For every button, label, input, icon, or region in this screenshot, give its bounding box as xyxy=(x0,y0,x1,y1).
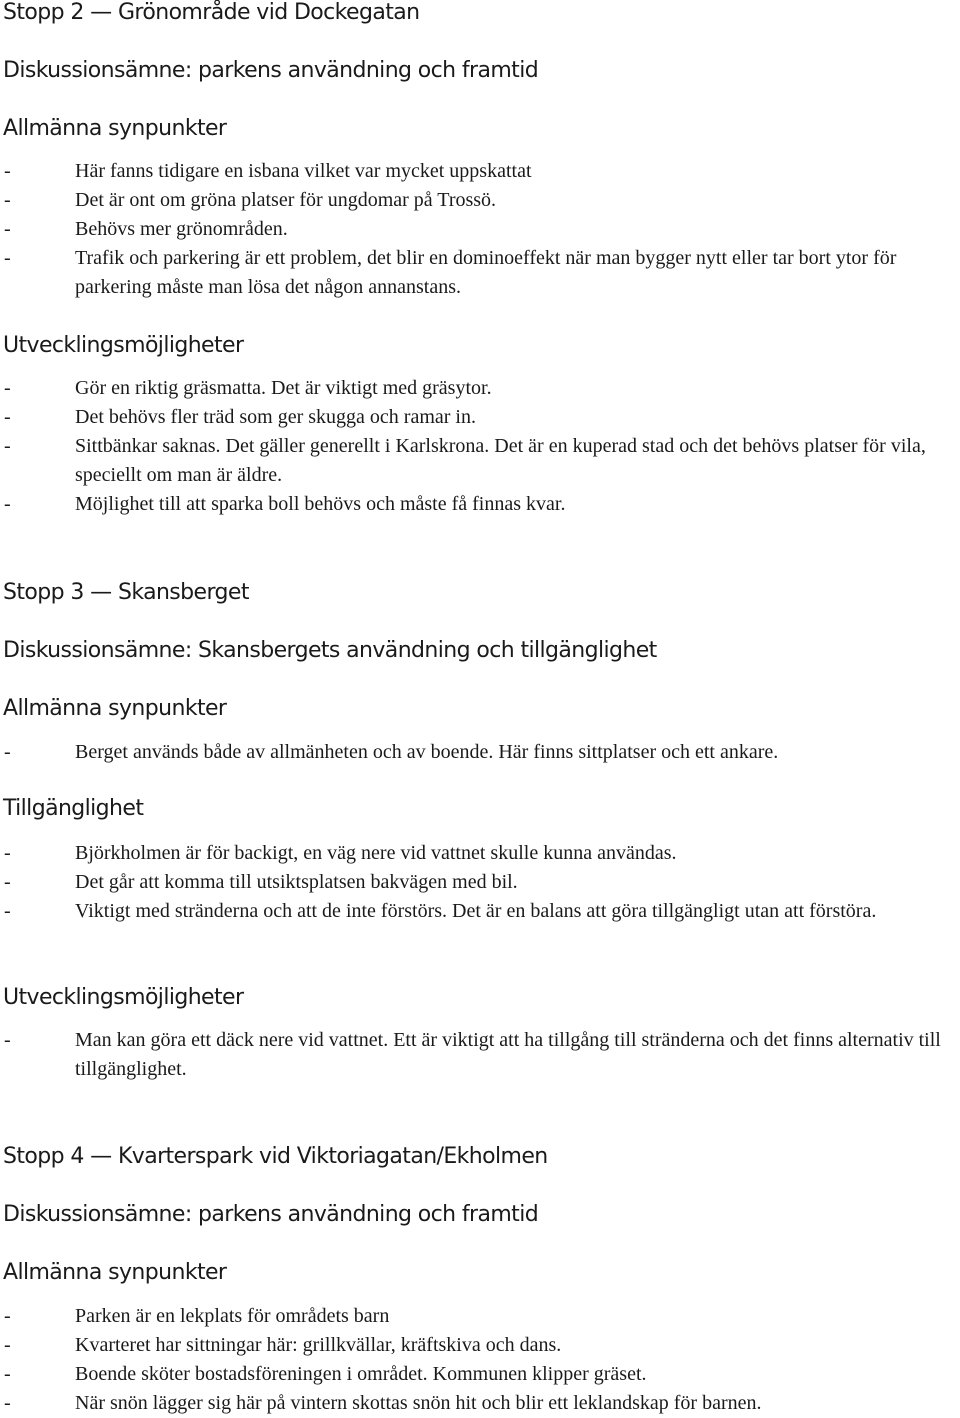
list-item-text: När snön lägger sig här på vintern skottas snön hit och blir ett leklandskap för barnen. xyxy=(75,1392,762,1414)
list-item: - Det behövs fler träd som ger skugga och ramar in. xyxy=(4,406,476,428)
stop-4-general-heading: Allmänna synpunkter xyxy=(3,1260,227,1285)
list-item: - Björkholmen är för backigt, en väg nere vid vattnet skulle kunna användas. xyxy=(4,842,677,864)
list-item: - Parken är en lekplats för områdets barn xyxy=(4,1305,390,1327)
stop-2-general-list xyxy=(0,157,960,302)
list-item-text: Det går att komma till utsiktsplatsen bakvägen med bil. xyxy=(75,871,518,893)
list-item: - När snön lägger sig här på vintern skottas snön hit och blir ett leklandskap för barnen. xyxy=(4,1392,762,1414)
list-item: - Möjlighet till att sparka boll behövs och måste få finnas kvar. xyxy=(4,493,566,515)
list-item: - Berget används både av allmänheten och av boende. Här finns sittplatser och ett ankare. xyxy=(4,741,779,763)
stop-4-topic: Diskussionsämne: parkens användning och framtid xyxy=(3,1202,539,1227)
list-item-text: Sittbänkar saknas. Det gäller generellt i Karlskrona. Det är en kuperad stad och det behövs platser för vila, speciellt om man är äldre. xyxy=(75,435,926,486)
stop-3-title: Stopp 3 — Skansberget xyxy=(3,580,249,605)
list-item: - Man kan göra ett däck nere vid vattnet. Ett är viktigt att ha tillgång till stränderna och det finns alternativ till tillgänglighet. xyxy=(4,1029,941,1080)
list-item-text: Man kan göra ett däck nere vid vattnet. Ett är viktigt att ha tillgång till stränderna och det finns alternativ till tillgänglighet. xyxy=(75,1029,941,1080)
list-item-text: Trafik och parkering är ett problem, det blir en dominoeffekt när man bygger nytt eller tar bort ytor för parkering måste man lösa det någon annanstans. xyxy=(75,247,897,298)
list-item-text: Parken är en lekplats för områdets barn xyxy=(75,1305,390,1327)
list-item-text: Möjlighet till att sparka boll behövs och måste få finnas kvar. xyxy=(75,493,566,515)
stop-2-development-heading: Utvecklingsmöjligheter xyxy=(3,333,244,358)
list-item-text: Behövs mer grönområden. xyxy=(75,218,288,240)
list-item: - Boende sköter bostadsföreningen i området. Kommunen klipper gräset. xyxy=(4,1363,647,1385)
list-item: - Trafik och parkering är ett problem, det blir en dominoeffekt när man bygger nytt eller tar bort ytor för parkering måste man lösa det någon annanstans. xyxy=(4,247,897,298)
stop-2-general-heading: Allmänna synpunkter xyxy=(3,116,227,141)
stop-3-general-list xyxy=(0,738,960,767)
stop-4-title: Stopp 4 — Kvarterspark vid Viktoriagatan/Ekholmen xyxy=(3,1144,548,1169)
list-item-text: Berget används både av allmänheten och av boende. Här finns sittplatser och ett ankare. xyxy=(75,741,779,763)
list-item: - Sittbänkar saknas. Det gäller generellt i Karlskrona. Det är en kuperad stad och det behövs platser för vila, speciellt om man är äldre. xyxy=(4,435,926,486)
list-item: - Gör en riktig gräsmatta. Det är viktigt med gräsytor. xyxy=(4,377,492,399)
list-item: - Det går att komma till utsiktsplatsen bakvägen med bil. xyxy=(4,871,518,893)
stop-3-accessibility-heading: Tillgänglighet xyxy=(3,796,144,821)
stop-3-general-heading: Allmänna synpunkter xyxy=(3,696,227,721)
list-item-text: Viktigt med stränderna och att de inte förstörs. Det är en balans att göra tillgängligt utan att förstöra. xyxy=(75,900,877,922)
list-item: - Det är ont om gröna platser för ungdomar på Trossö. xyxy=(4,189,497,211)
list-item-text: Här fanns tidigare en isbana vilket var mycket uppskattat xyxy=(75,160,532,182)
list-item-text: Boende sköter bostadsföreningen i området. Kommunen klipper gräset. xyxy=(75,1363,647,1385)
stop-3-topic: Diskussionsämne: Skansbergets användning och tillgänglighet xyxy=(3,638,657,663)
stop-2-topic: Diskussionsämne: parkens användning och framtid xyxy=(3,58,539,83)
list-item-text: Björkholmen är för backigt, en väg nere vid vattnet skulle kunna användas. xyxy=(75,842,677,864)
list-item: - Här fanns tidigare en isbana vilket var mycket uppskattat xyxy=(4,160,532,182)
list-item-text: Det behövs fler träd som ger skugga och ramar in. xyxy=(75,406,476,428)
list-item: - Behövs mer grönområden. xyxy=(4,218,288,240)
list-item-text: Gör en riktig gräsmatta. Det är viktigt med gräsytor. xyxy=(75,377,492,399)
list-item: - Viktigt med stränderna och att de inte förstörs. Det är en balans att göra tillgängligt utan att förstöra. xyxy=(4,900,877,922)
stop-3-accessibility-list xyxy=(0,839,960,926)
stop-4-general-list xyxy=(0,1302,960,1418)
stop-2-title: Stopp 2 — Grönområde vid Dockegatan xyxy=(3,0,420,25)
list-item-text: Det är ont om gröna platser för ungdomar på Trossö. xyxy=(75,189,497,211)
stop-3-development-list xyxy=(0,1026,960,1084)
list-item: - Kvarteret har sittningar här: grillkvällar, kräftskiva och dans. xyxy=(4,1334,562,1356)
stop-2-development-list xyxy=(0,374,960,519)
list-item-text: Kvarteret har sittningar här: grillkvällar, kräftskiva och dans. xyxy=(75,1334,562,1356)
stop-3-development-heading: Utvecklingsmöjligheter xyxy=(3,985,244,1010)
